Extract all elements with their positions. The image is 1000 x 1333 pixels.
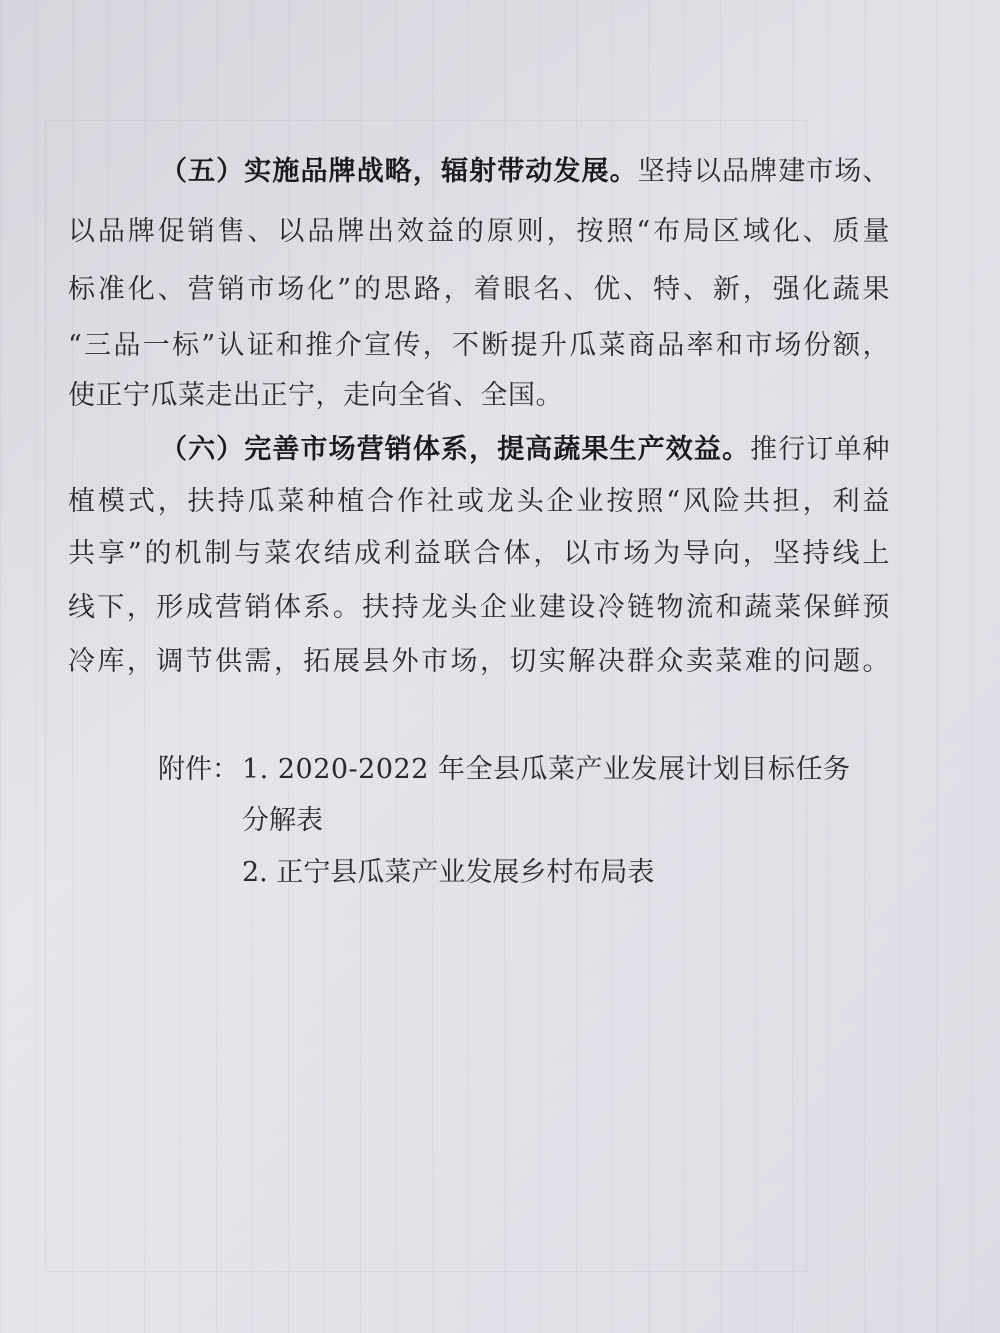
section6-line-4: 线下，形成营销体系。扶持龙头企业建设冷链物流和蔬菜保鲜预 [68,592,890,623]
section5-line-2: 以品牌促销售、以品牌出效益的原则，按照“布局区域化、质量 [68,216,890,247]
section5-heading: （五）实施品牌战略，辐射带动发展。 [160,156,638,187]
attachment-1-cont: 分解表 [242,805,323,836]
section5-line-1 [160,154,890,190]
section6-heading: （六）完善市场营销体系，提高蔬果生产效益。 [160,434,751,465]
section6-line-3: 共享”的机制与菜农结成利益联合体，以市场为导向，坚持线上 [68,538,890,569]
section6-line-1 [160,432,890,468]
section6-text: 推行订单种 [750,434,891,465]
section6-line-5: 冷库，调节供需，拓展县外市场，切实解决群众卖菜难的问题。 [68,646,890,677]
section5-line-4: “三品一标”认证和推介宣传，不断提升瓜菜商品率和市场份额， [68,330,890,361]
attachments-label: 附件： [158,754,239,785]
section5-line-5: 使正宁瓜菜走出正宁，走向全省、全国。 [68,380,563,411]
attachment-2: 2. 正宁县瓜菜产业发展乡村布局表 [242,857,655,888]
section6-line-2: 植模式，扶持瓜菜种植合作社或龙头企业按照“风险共担，利益 [68,486,890,517]
section5-line-3: 标准化、营销市场化”的思路，着眼名、优、特、新，强化蔬果 [68,274,890,305]
section5-text: 坚持以品牌建市场、 [637,156,891,187]
attachment-1: 1. 2020-2022 年全县瓜菜产业发展计划目标任务 [242,754,851,785]
